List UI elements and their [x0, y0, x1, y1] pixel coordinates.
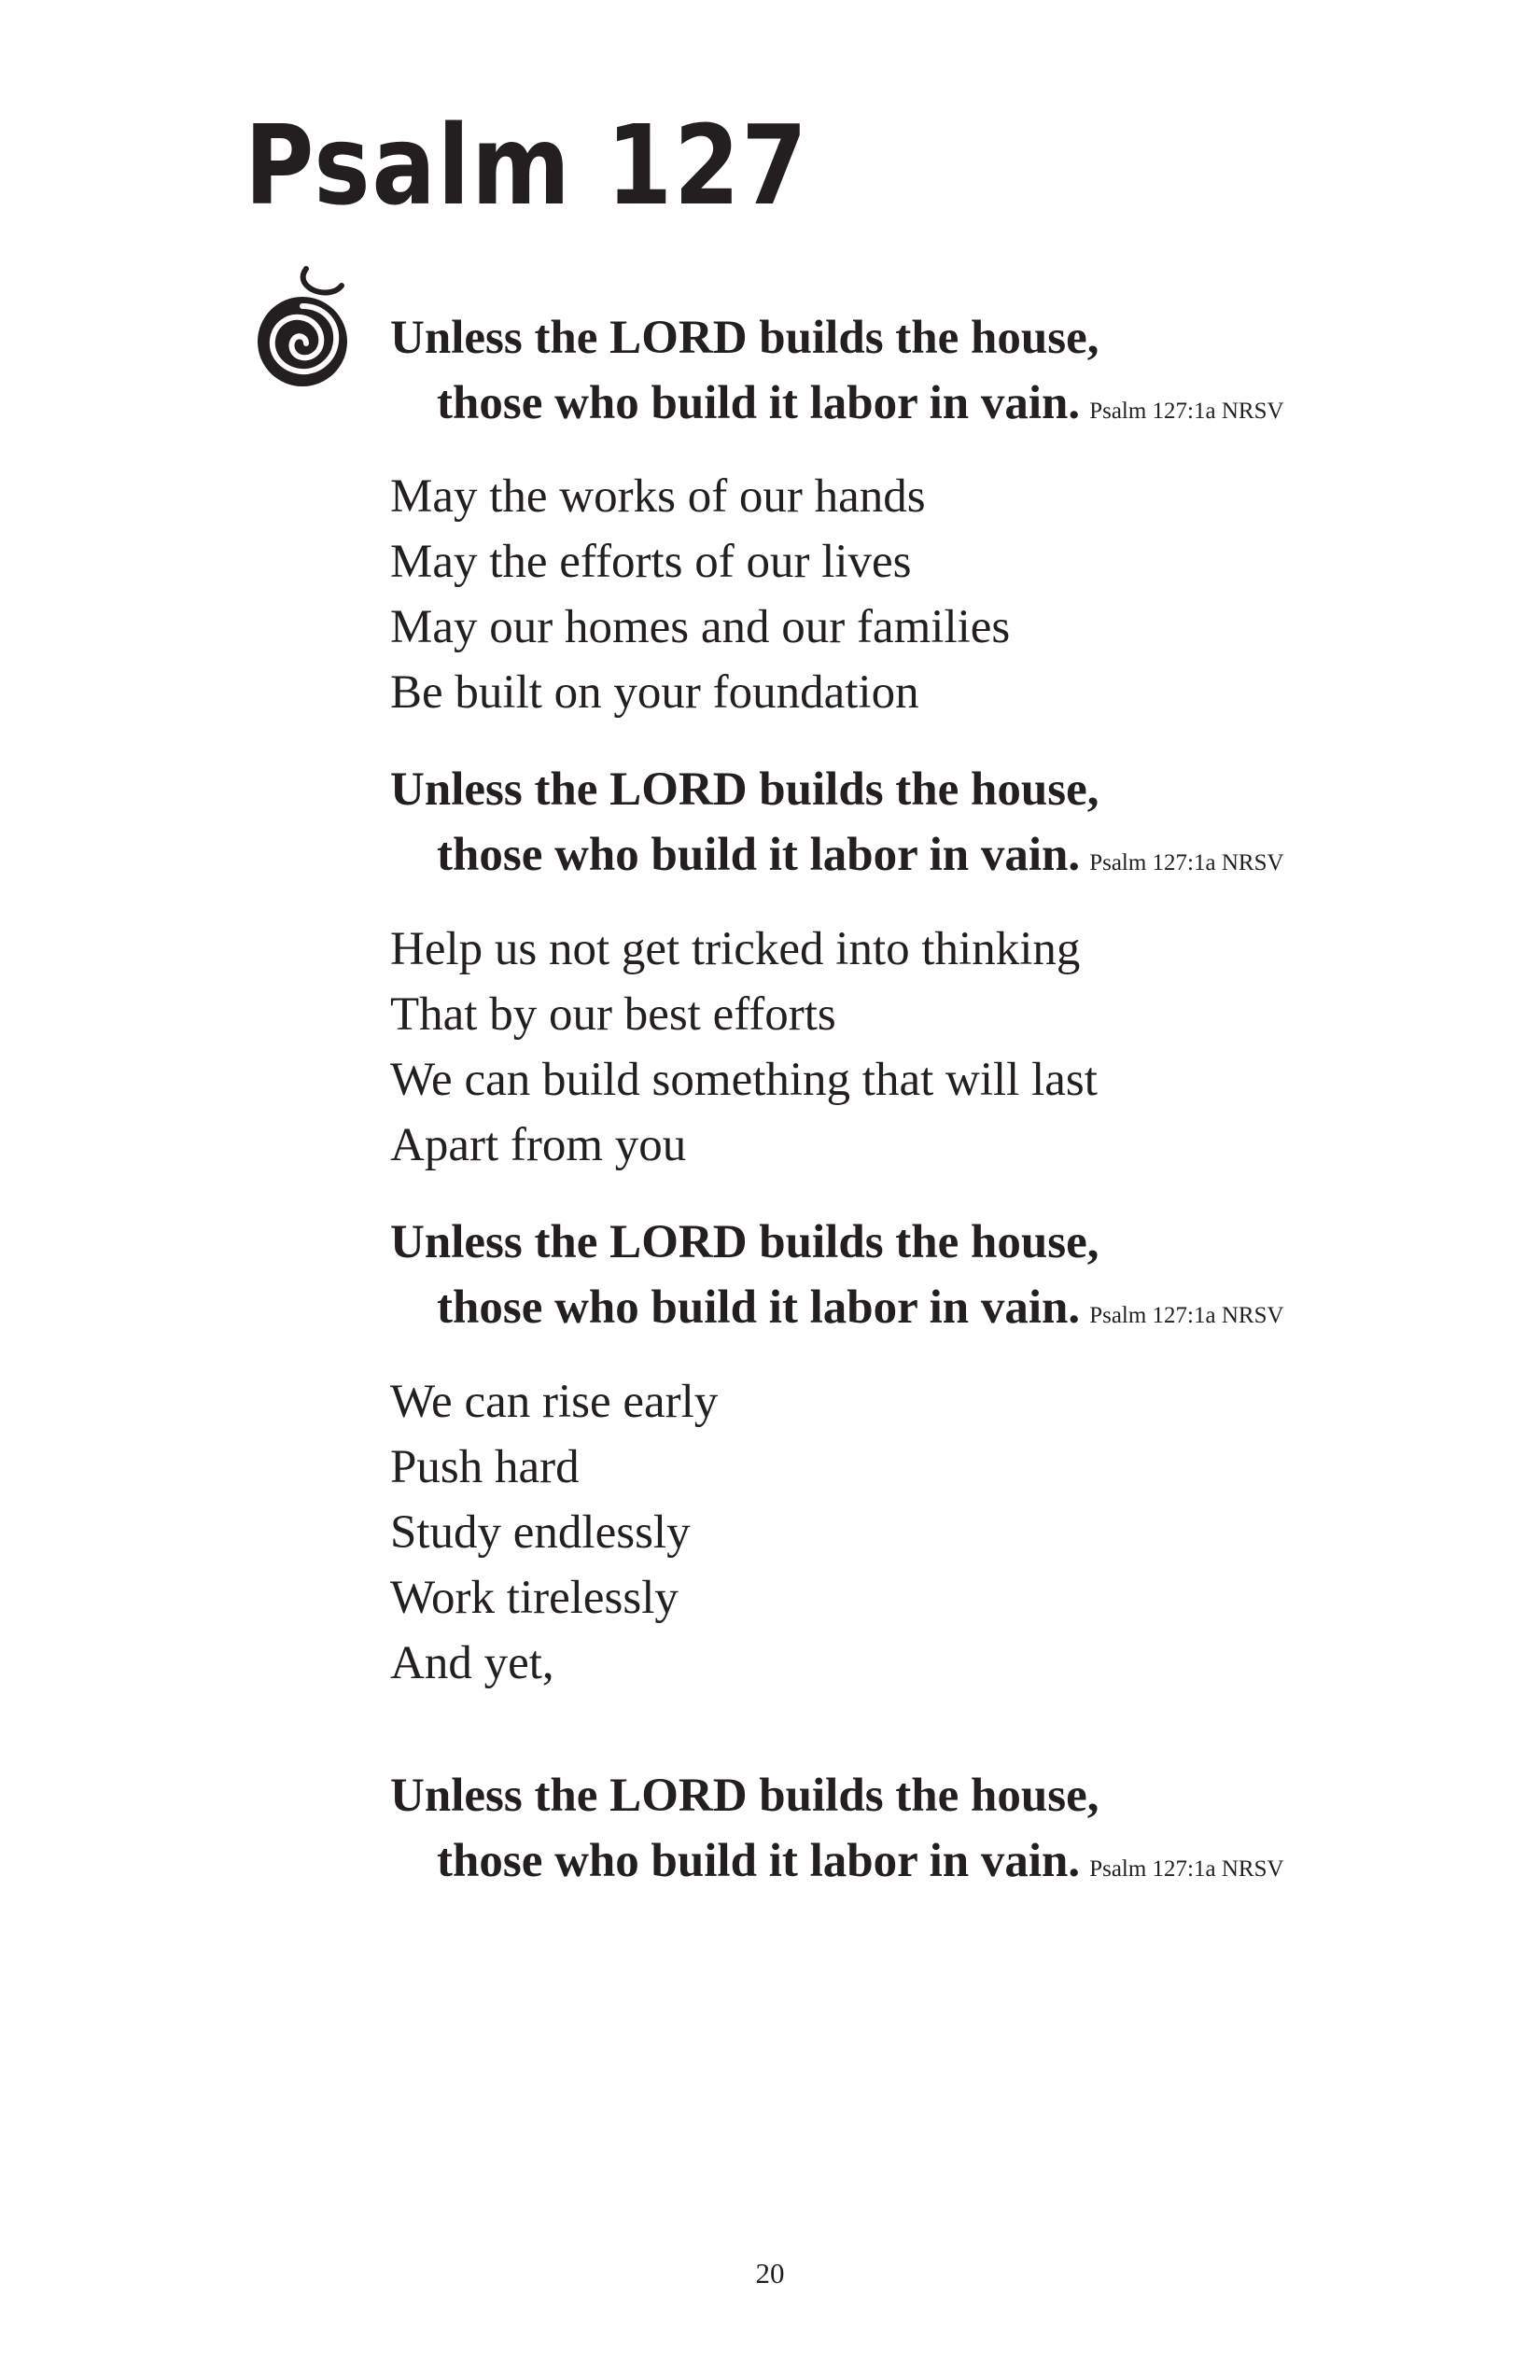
refrain-line	[390, 1275, 1491, 1349]
stanza	[390, 464, 1491, 725]
citation: Psalm 127:1a NRSV	[1089, 1856, 1284, 1882]
verse-line: Work tirelessly	[390, 1572, 679, 1624]
page-number: 20	[755, 2257, 785, 2289]
refrain-block	[390, 1210, 1491, 1349]
refrain-line	[390, 822, 1491, 896]
refrain-text: those who build it labor in vain.	[437, 377, 1081, 429]
refrain-text: those who build it labor in vain.	[437, 829, 1081, 881]
page-title: Psalm 127	[245, 101, 809, 230]
refrain-line: Unless the LORD builds the house,	[390, 1216, 1099, 1268]
verse-line: That by our best efforts	[390, 988, 836, 1041]
verse-line: Study endlessly	[390, 1506, 691, 1559]
refrain-line	[390, 1828, 1491, 1902]
refrain-line	[390, 371, 1491, 444]
verse-line: Push hard	[390, 1441, 580, 1493]
refrain-line: Unless the LORD builds the house,	[390, 1770, 1099, 1822]
verse-line: May our homes and our families	[390, 601, 1011, 653]
verse-line: Apart from you	[390, 1119, 687, 1171]
verse-line: Be built on your foundation	[390, 666, 919, 719]
verse-line: Help us not get tricked into thinking	[390, 923, 1081, 975]
verse-line: We can build something that will last	[390, 1054, 1098, 1106]
citation: Psalm 127:1a NRSV	[1089, 1303, 1284, 1328]
stanza	[390, 1369, 1491, 1696]
refrain-block	[390, 1763, 1491, 1902]
refrain-block	[390, 305, 1491, 444]
citation: Psalm 127:1a NRSV	[1089, 850, 1284, 875]
refrain-text: those who build it labor in vain.	[437, 1281, 1081, 1334]
verse-line: And yet,	[390, 1637, 554, 1689]
verse-line: May the efforts of our lives	[390, 536, 912, 588]
citation: Psalm 127:1a NRSV	[1089, 399, 1284, 424]
refrain-line: Unless the LORD builds the house,	[390, 763, 1099, 816]
verse-line: May the works of our hands	[390, 470, 926, 523]
verse-line: We can rise early	[390, 1376, 719, 1428]
stanza	[390, 917, 1491, 1178]
refrain-text: those who build it labor in vain.	[437, 1835, 1081, 1887]
refrain-block	[390, 757, 1491, 896]
refrain-line: Unless the LORD builds the house,	[390, 312, 1099, 364]
swirl-icon	[250, 263, 351, 390]
